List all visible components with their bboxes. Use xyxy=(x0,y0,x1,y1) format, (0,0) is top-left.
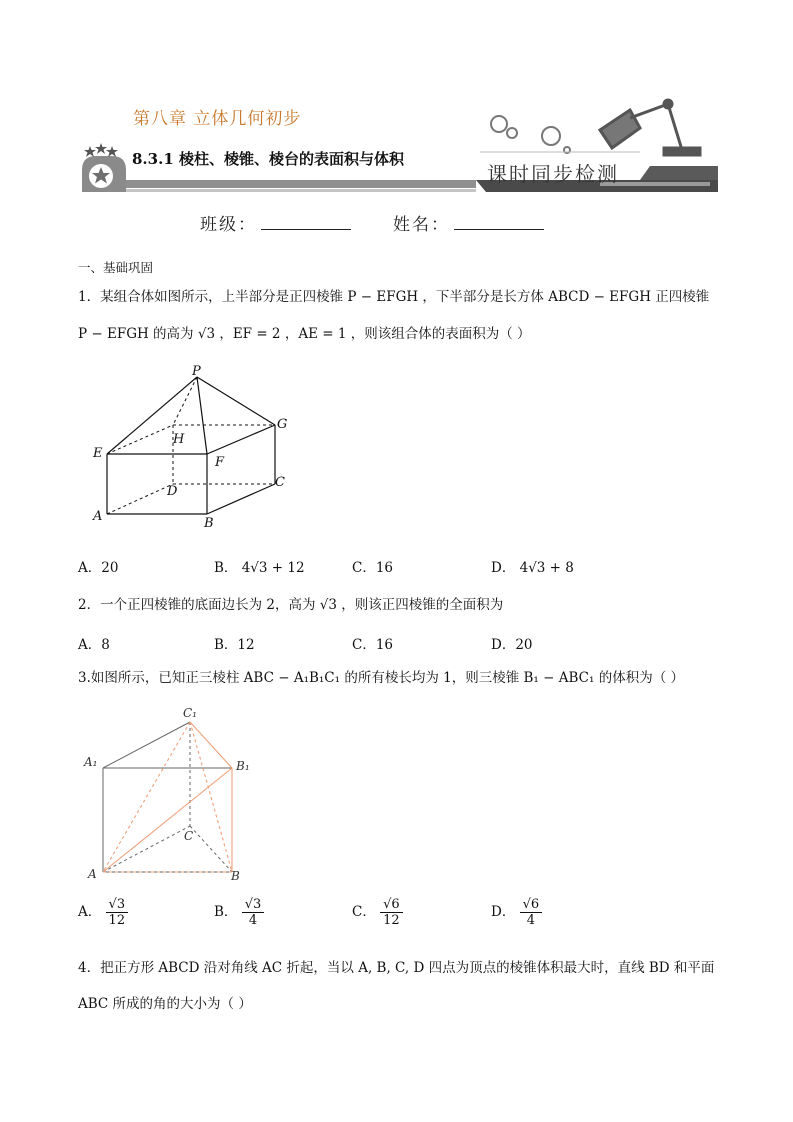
label-B1: B₁ xyxy=(236,759,250,773)
edge-PG xyxy=(197,377,275,425)
label-A: A xyxy=(88,867,97,881)
question-4-line-2: ABC 所成的角的大小为（ ） xyxy=(78,996,252,1012)
header-banner xyxy=(0,0,793,200)
q3-option-d[interactable]: D． $\frac{√6}{4}$ xyxy=(491,897,542,928)
q2-option-b[interactable]: B．12 xyxy=(214,637,255,653)
section-title: 8.3.1 棱柱、棱锥、棱台的表面积与体积 xyxy=(132,150,404,168)
q3-option-a[interactable]: A． $\frac{√3}{12}$ xyxy=(78,897,128,928)
edge-PH xyxy=(173,377,197,425)
q1-option-a[interactable]: A．20 xyxy=(78,560,119,576)
q3-option-c[interactable]: C． $\frac{√6}{12}$ xyxy=(352,897,403,928)
label-A: A xyxy=(93,509,103,524)
question-2-line-1: 2．一个正四棱锥的底面边长为 2，高为 √3 ，则该正四棱锥的全面积为 xyxy=(78,597,504,613)
name-blank[interactable] xyxy=(454,215,544,230)
label-F: F xyxy=(215,455,225,470)
edge-AD xyxy=(107,484,173,514)
badge-label: 课时同步检测 xyxy=(487,162,619,186)
question-1-line-1: 1．某组合体如图所示，上半部分是正四棱锥 P − EFGH ，下半部分是长方体 ABCD − EFGH 正四棱锥 xyxy=(78,289,710,305)
label-B: B xyxy=(204,516,214,531)
label-C: C xyxy=(275,475,285,490)
figure-3-triangular-prism xyxy=(80,700,270,890)
edge-BC xyxy=(207,484,275,514)
class-label: 班级： xyxy=(200,215,257,235)
label-P: P xyxy=(192,364,201,379)
label-A1: A₁ xyxy=(84,755,98,769)
label-E: E xyxy=(93,446,103,461)
lamp-icon xyxy=(600,100,700,155)
class-field xyxy=(200,210,351,235)
name-field xyxy=(393,210,544,235)
q1-option-b[interactable]: B． 4√3 + 12 xyxy=(214,560,305,576)
figure-1-prism-pyramid xyxy=(85,362,305,532)
section-heading: 一、基础巩固 xyxy=(78,260,154,275)
question-4-line-1: 4．把正方形 ABCD 沿对角线 AC 折起，当以 A, B, C, D 四点为顶点的棱锥体积最大时，直线 BD 和平面 xyxy=(78,960,715,976)
q1-option-c[interactable]: C．16 xyxy=(352,560,394,576)
label-G: G xyxy=(277,417,288,432)
q2-option-a[interactable]: A．8 xyxy=(78,637,110,653)
star-badge-icon xyxy=(82,143,126,192)
q3-option-b[interactable]: B． $\frac{√3}{4}$ xyxy=(214,897,264,928)
class-blank[interactable] xyxy=(261,215,351,230)
q2-option-d[interactable]: D．20 xyxy=(491,637,533,653)
label-C1: C₁ xyxy=(183,706,197,720)
label-H: H xyxy=(173,432,185,447)
chapter-title: 第八章 立体几何初步 xyxy=(133,109,302,129)
label-B: B xyxy=(231,869,240,883)
edge-EH xyxy=(107,425,173,454)
question-1-line-2: P − EFGH 的高为 √3 ，EF = 2 ，AE = 1 ，则该组合体的表面积为（ ） xyxy=(78,326,531,342)
question-3-line-1: 3.如图所示，已知正三棱柱 ABC − A₁B₁C₁ 的所有棱长均为 1，则三棱锥 B₁ − ABC₁ 的体积为（ ） xyxy=(78,670,684,686)
edge-FG xyxy=(207,425,275,454)
name-label: 姓名： xyxy=(393,215,450,235)
q1-option-d[interactable]: D． 4√3 + 8 xyxy=(491,560,574,576)
q2-option-c[interactable]: C．16 xyxy=(352,637,394,653)
label-D: D xyxy=(167,484,178,499)
bubble-icon xyxy=(491,116,570,153)
label-C: C xyxy=(184,829,194,843)
edge-PF xyxy=(197,377,207,454)
